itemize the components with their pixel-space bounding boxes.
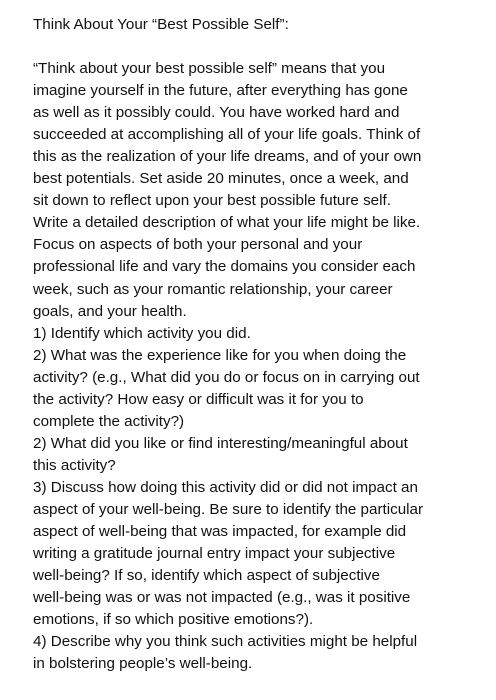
body-line: “Think about your best possible self” means that you bbox=[33, 60, 386, 78]
body-line: complete the activity?) bbox=[33, 412, 185, 430]
body-line: best potentials. Set aside 20 minutes, once a week, and bbox=[33, 170, 409, 188]
question-2b: 2) What did you like or find interesting/meaningful about bbox=[33, 434, 408, 452]
body-line: well-being? If so, identify which aspect of subjective bbox=[33, 567, 380, 585]
body-line: goals, and your health. bbox=[33, 302, 187, 320]
body-line: emotions, if so which positive emotions?). bbox=[33, 611, 314, 629]
body-line: writing a gratitude journal entry impact your subjective bbox=[33, 545, 396, 563]
body-line: aspect of your well-being. Be sure to identify the particular bbox=[33, 500, 424, 518]
body-line: this activity? bbox=[33, 456, 116, 474]
body-line: well-being was or was not impacted (e.g., was it positive bbox=[33, 589, 411, 607]
question-4: 4) Describe why you think such activities might be helpful bbox=[33, 633, 418, 651]
body-line: succeeded at accomplishing all of your life goals. Think of bbox=[33, 126, 421, 144]
body-line: professional life and vary the domains you consider each bbox=[33, 258, 416, 276]
body-line: Focus on aspects of both your personal and your bbox=[33, 236, 363, 254]
body-line: this as the realization of your life dreams, and of your own bbox=[33, 148, 422, 166]
body-line: the activity? How easy or difficult was it for you to bbox=[33, 390, 364, 408]
question-3: 3) Discuss how doing this activity did or did not impact an bbox=[33, 478, 418, 496]
document-body bbox=[33, 58, 493, 675]
body-line: as well as it possibly could. You have worked hard and bbox=[33, 104, 400, 122]
body-line: aspect of well-being that was impacted, for example did bbox=[33, 523, 407, 541]
body-line: Write a detailed description of what your life might be like. bbox=[33, 214, 421, 232]
question-1: 1) Identify which activity you did. bbox=[33, 324, 251, 342]
body-line: sit down to reflect upon your best possible future self. bbox=[33, 192, 391, 210]
question-2: 2) What was the experience like for you when doing the bbox=[33, 346, 407, 364]
document-title: Think About Your “Best Possible Self”: bbox=[33, 16, 289, 33]
body-line: activity? (e.g., What did you do or focus on in carrying out bbox=[33, 368, 420, 386]
document bbox=[33, 14, 493, 675]
body-line: week, such as your romantic relationship, your career bbox=[33, 280, 393, 298]
body-line: in bolstering people’s well-being. bbox=[33, 655, 253, 673]
body-line: imagine yourself in the future, after everything has gone bbox=[33, 82, 408, 100]
